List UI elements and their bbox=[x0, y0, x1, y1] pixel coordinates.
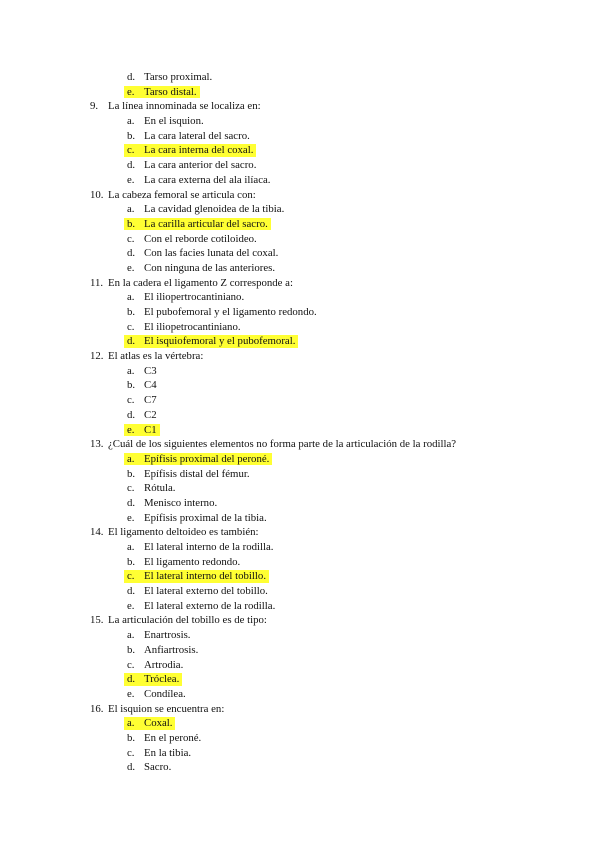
option-text: Tarso proximal. bbox=[144, 71, 213, 83]
question bbox=[0, 188, 600, 203]
answer-option bbox=[0, 687, 600, 702]
answer-option bbox=[0, 173, 600, 188]
option-letter: b. bbox=[127, 306, 136, 318]
answer-option bbox=[0, 555, 600, 570]
option-text: Rótula. bbox=[144, 482, 176, 495]
option-text: La cara anterior del sacro. bbox=[144, 159, 257, 172]
answer-option bbox=[0, 467, 600, 482]
option-letter: d. bbox=[127, 247, 136, 260]
answer-option bbox=[0, 114, 600, 129]
answer-option bbox=[0, 511, 600, 526]
answer-option bbox=[0, 481, 600, 496]
option-text: C7 bbox=[144, 394, 157, 407]
option-letter: c. bbox=[127, 144, 135, 157]
answer-option bbox=[0, 393, 600, 408]
option-text: Epífisis proximal del peroné. bbox=[144, 452, 270, 465]
option-text: La cavidad glenoidea de la tibia. bbox=[144, 203, 285, 216]
option-text: C4 bbox=[144, 379, 157, 392]
answer-option bbox=[0, 628, 600, 643]
answer-option bbox=[0, 70, 600, 85]
option-text: El lateral interno de la rodilla. bbox=[144, 541, 274, 553]
option-text: El iliopertrocantiniano. bbox=[144, 291, 245, 304]
option-text: La cara externa del ala ilíaca. bbox=[144, 173, 271, 186]
option-letter: d. bbox=[127, 159, 136, 172]
option-letter: c. bbox=[127, 570, 135, 583]
answer-option bbox=[0, 540, 600, 555]
question-number: 15. bbox=[90, 614, 104, 627]
option-text: En el peroné. bbox=[144, 731, 202, 744]
answer-option bbox=[0, 129, 600, 144]
option-letter: a. bbox=[127, 717, 135, 730]
highlighted-answer-option bbox=[0, 569, 600, 584]
answer-option bbox=[0, 643, 600, 658]
question-text: El ligamento deltoideo es también: bbox=[108, 526, 259, 539]
answer-option bbox=[0, 305, 600, 320]
highlighted-answer-option bbox=[0, 672, 600, 687]
option-letter: b. bbox=[127, 555, 136, 568]
option-letter: c. bbox=[127, 320, 135, 333]
option-text: C1 bbox=[144, 423, 157, 436]
option-text: Tróclea. bbox=[144, 673, 180, 686]
option-text: El lateral externo del tobillo. bbox=[144, 585, 268, 598]
option-letter: a. bbox=[127, 115, 135, 128]
option-letter: d. bbox=[127, 585, 136, 598]
answer-option bbox=[0, 232, 600, 247]
option-text: La cara interna del coxal. bbox=[144, 144, 254, 157]
option-text: Epífisis proximal de la tibia. bbox=[144, 511, 267, 524]
option-letter: e. bbox=[127, 599, 135, 612]
option-letter: e. bbox=[127, 85, 135, 98]
option-letter: d. bbox=[127, 408, 136, 421]
option-letter: b. bbox=[127, 467, 136, 480]
question-number: 10. bbox=[90, 188, 104, 201]
option-text: Coxal. bbox=[144, 717, 173, 730]
option-text: Con ninguna de las anteriores. bbox=[144, 261, 276, 274]
answer-option bbox=[0, 731, 600, 746]
option-text: Tarso distal. bbox=[144, 85, 197, 98]
answer-option bbox=[0, 746, 600, 761]
question-number: 11. bbox=[90, 276, 104, 289]
option-text: El ligamento redondo. bbox=[144, 555, 241, 568]
answer-option bbox=[0, 364, 600, 379]
question-number: 12. bbox=[90, 350, 104, 363]
option-letter: d. bbox=[127, 496, 136, 509]
question-number: 13. bbox=[90, 438, 104, 451]
question-text: La línea innominada se localiza en: bbox=[108, 100, 261, 113]
option-text: El lateral externo de la rodilla. bbox=[144, 599, 276, 612]
question-text: ¿Cuál de los siguientes elementos no forma parte de la articulación de la rodilla? bbox=[108, 438, 457, 451]
question bbox=[0, 276, 600, 291]
option-text: Con las facies lunata del coxal. bbox=[144, 247, 279, 260]
option-text: La carilla articular del sacro. bbox=[144, 217, 268, 230]
option-text: En la tibia. bbox=[144, 746, 192, 759]
option-text: El lateral interno del tobillo. bbox=[144, 570, 267, 583]
answer-option bbox=[0, 599, 600, 614]
question-text: El atlas es la vértebra: bbox=[108, 350, 204, 363]
answer-option bbox=[0, 378, 600, 393]
answer-option bbox=[0, 408, 600, 423]
option-letter: b. bbox=[127, 217, 136, 230]
option-text: El pubofemoral y el ligamento redondo. bbox=[144, 306, 317, 318]
highlighted-answer-option bbox=[0, 452, 600, 467]
option-text: El isquiofemoral y el pubofemoral. bbox=[144, 335, 296, 348]
option-letter: e. bbox=[127, 687, 135, 700]
option-letter: d. bbox=[127, 335, 136, 348]
highlighted-answer-option bbox=[0, 423, 600, 438]
question-number: 16. bbox=[90, 702, 104, 715]
option-letter: b. bbox=[127, 731, 136, 744]
option-letter: a. bbox=[127, 364, 135, 377]
option-text: Sacro. bbox=[144, 761, 172, 774]
option-letter: a. bbox=[127, 203, 135, 216]
option-letter: a. bbox=[127, 452, 135, 465]
option-text: Anfiartrosis. bbox=[144, 643, 199, 656]
answer-option bbox=[0, 658, 600, 673]
option-text: C2 bbox=[144, 408, 157, 421]
option-text: Condílea. bbox=[144, 687, 186, 700]
option-letter: c. bbox=[127, 482, 135, 495]
option-letter: c. bbox=[127, 746, 135, 759]
highlighted-answer-option bbox=[0, 85, 600, 100]
option-text: Enartrosis. bbox=[144, 629, 191, 642]
option-letter: e. bbox=[127, 173, 135, 186]
question bbox=[0, 99, 600, 114]
question-number: 9. bbox=[90, 100, 99, 113]
answer-option bbox=[0, 760, 600, 775]
answer-option bbox=[0, 496, 600, 511]
option-letter: c. bbox=[127, 232, 135, 245]
option-letter: a. bbox=[127, 629, 135, 642]
option-letter: e. bbox=[127, 261, 135, 274]
highlighted-answer-option bbox=[0, 143, 600, 158]
option-text: El iliopetrocantiniano. bbox=[144, 320, 241, 333]
option-text: La cara lateral del sacro. bbox=[144, 129, 250, 142]
option-letter: d. bbox=[127, 673, 136, 686]
option-letter: b. bbox=[127, 129, 136, 142]
option-letter: a. bbox=[127, 541, 135, 553]
question-text: La articulación del tobillo es de tipo: bbox=[108, 614, 267, 627]
answer-option bbox=[0, 158, 600, 173]
answer-option bbox=[0, 584, 600, 599]
option-text: En el isquion. bbox=[144, 115, 204, 128]
option-letter: d. bbox=[127, 761, 136, 774]
answer-option bbox=[0, 320, 600, 335]
option-letter: b. bbox=[127, 379, 136, 392]
option-letter: d. bbox=[127, 71, 136, 83]
question-text: La cabeza femoral se articula con: bbox=[108, 188, 256, 201]
question bbox=[0, 613, 600, 628]
question bbox=[0, 437, 600, 452]
option-letter: e. bbox=[127, 423, 135, 436]
highlighted-answer-option bbox=[0, 716, 600, 731]
question bbox=[0, 702, 600, 717]
answer-option bbox=[0, 202, 600, 217]
option-letter: c. bbox=[127, 658, 135, 671]
question bbox=[0, 349, 600, 364]
option-letter: b. bbox=[127, 643, 136, 656]
highlighted-answer-option bbox=[0, 217, 600, 232]
option-text: Epífisis distal del fémur. bbox=[144, 467, 250, 480]
question-text: El isquion se encuentra en: bbox=[108, 702, 225, 715]
option-text: C3 bbox=[144, 364, 157, 377]
answer-option bbox=[0, 290, 600, 305]
option-letter: c. bbox=[127, 394, 135, 407]
question-text: En la cadera el ligamento Z corresponde a: bbox=[108, 276, 293, 289]
highlighted-answer-option bbox=[0, 334, 600, 349]
document-page bbox=[0, 70, 600, 775]
option-text: Con el reborde cotiloideo. bbox=[144, 232, 257, 245]
option-text: Artrodia. bbox=[144, 658, 184, 671]
option-text: Menisco interno. bbox=[144, 496, 218, 509]
answer-option bbox=[0, 261, 600, 276]
question bbox=[0, 525, 600, 540]
option-letter: e. bbox=[127, 511, 135, 524]
question-number: 14. bbox=[90, 526, 104, 539]
option-letter: a. bbox=[127, 291, 135, 304]
answer-option bbox=[0, 246, 600, 261]
